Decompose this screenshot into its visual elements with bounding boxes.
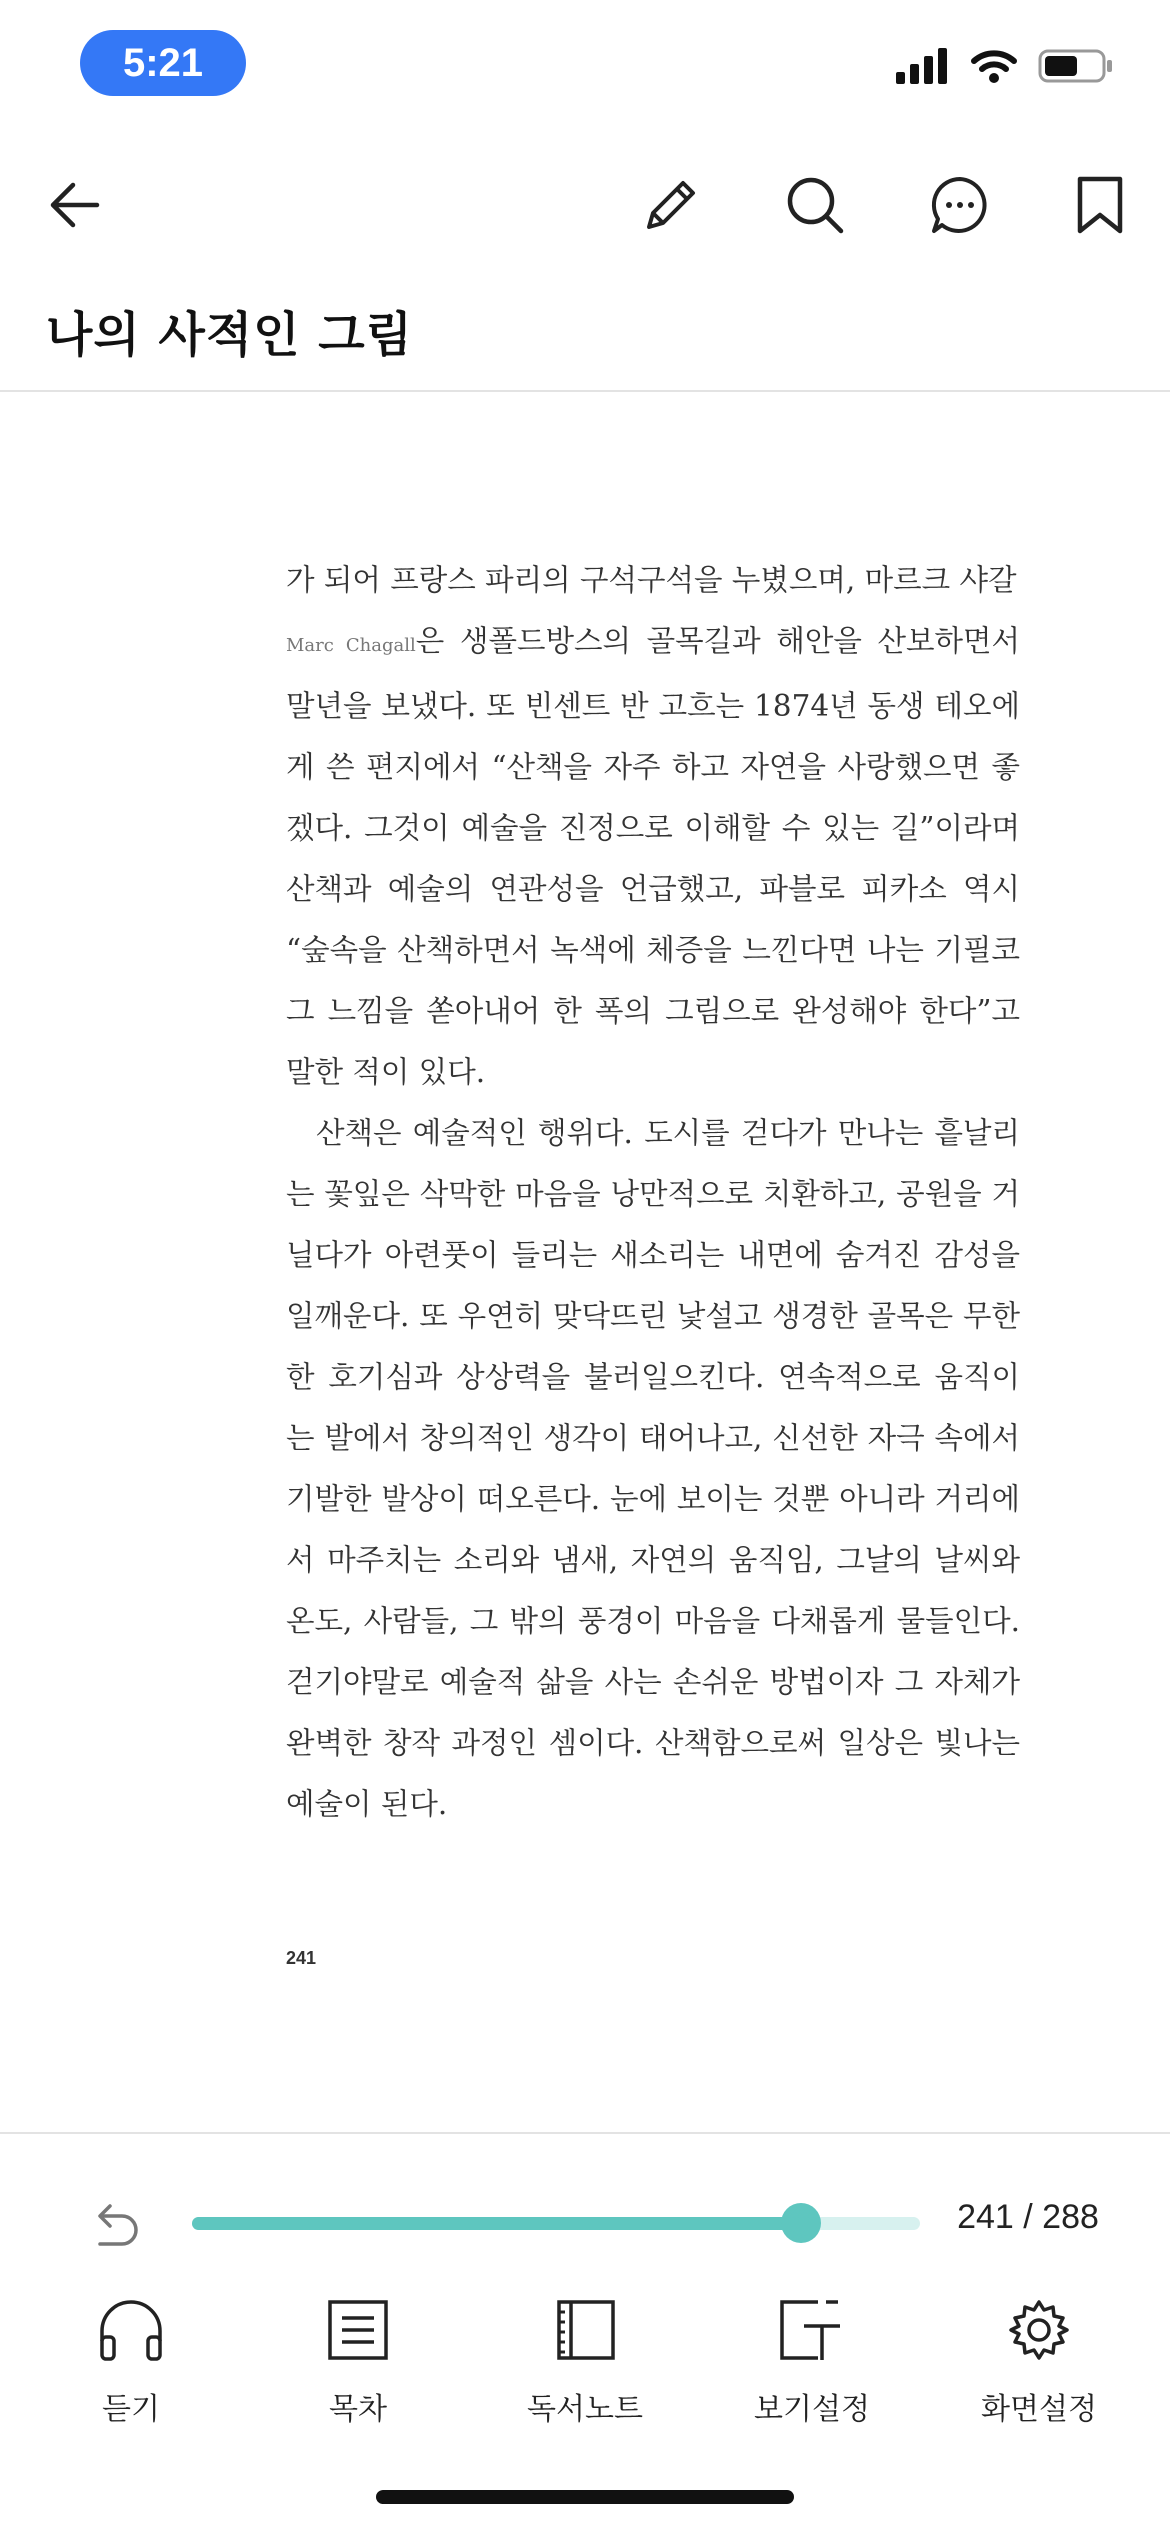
signal-icon (896, 48, 950, 84)
home-indicator[interactable] (376, 2490, 794, 2504)
page-number: 241 (286, 1948, 317, 1968)
nav-listen-label: 듣기 (102, 2392, 160, 2427)
undo-arrow-icon (90, 2202, 140, 2248)
nav-notes-label: 독서노트 (527, 2392, 643, 2427)
book-title: 나의 사적인 그림 (46, 307, 413, 363)
paragraph-1-start: 가 되어 프랑스 파리의 구석구석을 누볐으며, 마르크 샤갈 (286, 563, 1017, 597)
nav-view-settings[interactable] (727, 2290, 897, 2440)
undo-button[interactable] (80, 2190, 150, 2260)
page-content[interactable] (286, 550, 1020, 1835)
name-annotation: Marc Chagall (286, 635, 416, 656)
list-icon (326, 2298, 390, 2362)
battery-icon (1038, 48, 1114, 84)
progress-slider[interactable] (192, 2217, 920, 2230)
notebook-icon (553, 2298, 617, 2362)
bookmark-button[interactable] (1045, 150, 1155, 260)
chat-bubble-icon (928, 173, 992, 237)
back-button[interactable] (20, 150, 130, 260)
footer-divider (0, 2132, 1170, 2134)
search-icon (783, 173, 847, 237)
status-bar (0, 0, 1170, 130)
comments-button[interactable] (905, 150, 1015, 260)
progress-knob[interactable] (781, 2203, 821, 2243)
back-arrow-icon (45, 175, 105, 235)
paragraph-1 (286, 550, 1020, 1103)
paragraph-2: 산책은 예술적인 행위다. 도시를 걷다가 만나는 흩날리는 꽃잎은 삭막한 마음을 낭만적으로 치환하고, 공원을 거닐다가 아련풋이 들리는 새소리는 내면에 숨겨진 감성을 일깨운다. 또 우연히 맞닥뜨린 낯설고 생경한 골목은 무한한 호기심과 상상력을 불러일으킨다. 연속적으로 움직이는 발에서 창의적인 생각이 태어나고, 신선한 자극 속에서 기발한 발상이 떠오른다. 눈에 보이는 것뿐 아니라 거리에서 마주치는 소리와 냄새, 자연의 움직임, 그날의 날씨와 온도, 사람들, 그 밖의 풍경이 마음을 다채롭게 물들인다. 걷기야말로 예술적 삶을 사는 손쉬운 방법이자 그 자체가 완벽한 창작 과정인 셈이다. 산책함으로써 일상은 빛나는 예술이 된다. (286, 1116, 1020, 1821)
nav-view-settings-label: 보기설정 (754, 2392, 870, 2427)
page-counter: 241 / 288 (957, 2198, 1099, 2236)
bookmark-icon (1070, 173, 1130, 237)
highlight-button[interactable] (616, 150, 726, 260)
progress-fill (192, 2217, 801, 2230)
nav-screen-settings-label: 화면설정 (981, 2392, 1097, 2427)
status-icons (896, 46, 1114, 86)
text-format-icon (778, 2298, 846, 2362)
reader-toolbar (0, 150, 1170, 260)
header-divider (0, 390, 1170, 392)
nav-listen[interactable] (46, 2290, 216, 2440)
nav-notes[interactable] (500, 2290, 670, 2440)
bottom-nav (0, 2290, 1170, 2440)
gear-icon (1007, 2298, 1071, 2362)
search-button[interactable] (760, 150, 870, 260)
wifi-icon (970, 48, 1018, 84)
nav-toc-label: 목차 (329, 2392, 387, 2427)
headphones-icon (96, 2297, 166, 2363)
status-time: 5:21 (80, 30, 246, 96)
nav-toc[interactable] (273, 2290, 443, 2440)
pencil-icon (639, 173, 703, 237)
paragraph-1-end: 은 생폴드방스의 골목길과 해안을 산보하면서 말년을 보냈다. 또 빈센트 반 고흐는 1874년 동생 테오에게 쓴 편지에서 “산책을 자주 하고 자연을 사랑했으면 좋겠다. 그것이 예술을 진정으로 이해할 수 있는 길”이라며 산책과 예술의 연관성을 언급했고, 파블로 피카소 역시 “숲속을 산책하면서 녹색에 체증을 느낀다면 나는 기필코 그 느낌을 쏟아내어 한 폭의 그림으로 완성해야 한다”고 말한 적이 있다. (286, 624, 1021, 1089)
nav-screen-settings[interactable] (954, 2290, 1124, 2440)
